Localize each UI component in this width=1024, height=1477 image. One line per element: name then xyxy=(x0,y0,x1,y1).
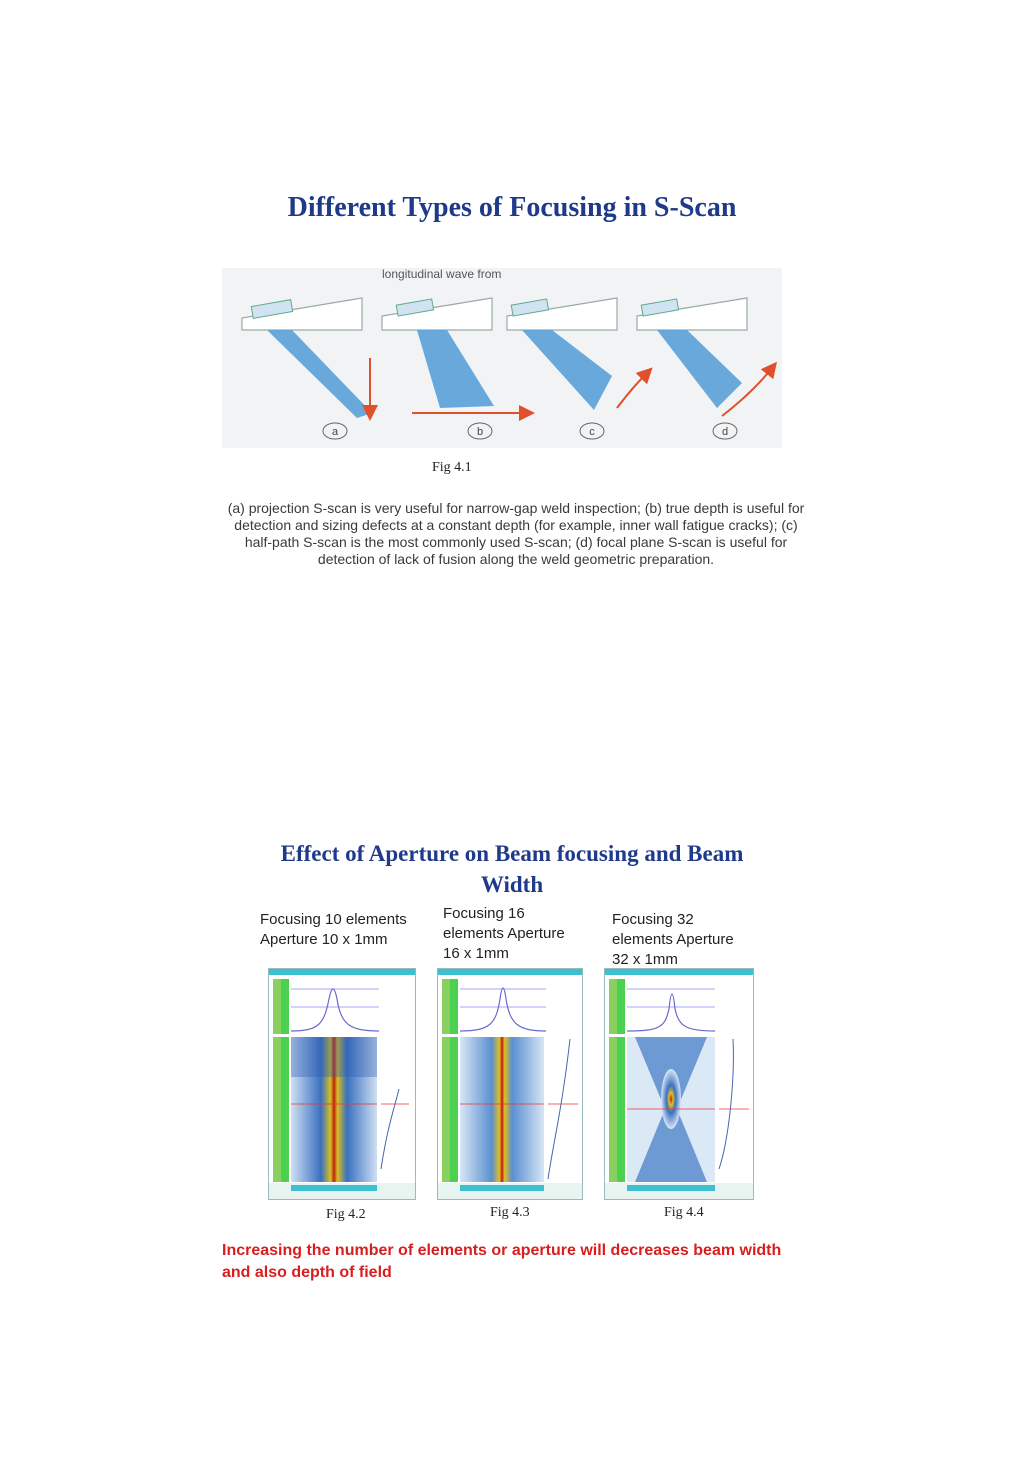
panel-label-d xyxy=(713,423,737,439)
fig-4-1-caption: Fig 4.1 xyxy=(432,460,472,475)
panel-label-fig-4-2: Focusing 10 elements Aperture 10 x 1mm xyxy=(260,911,407,948)
section2-title xyxy=(0,838,1024,900)
panel-label-fig-4-4: Focusing 32 elements Aperture 32 x 1mm xyxy=(612,911,734,968)
probe-wedge-b xyxy=(382,298,527,413)
section2-title-line1: Effect of Aperture on Beam focusing and Beam xyxy=(280,841,744,866)
fig-4-1-diagram xyxy=(222,268,782,448)
panel-label-c xyxy=(580,423,604,439)
scan-image-fig-4-4 xyxy=(604,968,754,1200)
header-fragment: longitudinal wave from xyxy=(382,268,502,281)
probe-wedge-a xyxy=(242,298,372,418)
scan-image-fig-4-2 xyxy=(268,968,416,1200)
panel-label-a xyxy=(323,423,347,439)
fig-4-3-caption: Fig 4.3 xyxy=(490,1205,530,1220)
fig-4-1-description: (a) projection S-scan is very useful for narrow-gap weld inspection; (b) true depth is useful for detection and sizing defects at a constant depth (for example, inner wall fatigue cracks); (c) half-path S-scan is the most commonly used S-scan; (d) focal plane S-scan is useful for detection of lack of fusion along the weld geometric preparation. xyxy=(227,500,805,567)
aperture-note: Increasing the number of elements or aperture will decreases beam width and also depth of field xyxy=(222,1242,782,1281)
panel-label-b xyxy=(468,423,492,439)
section2-title-line2: Width xyxy=(480,872,544,897)
scan-image-fig-4-3 xyxy=(437,968,583,1200)
panel-label-fig-4-3: Focusing 16 elements Aperture 16 x 1mm xyxy=(443,905,565,962)
fig-4-2-caption: Fig 4.2 xyxy=(326,1207,366,1222)
svg-text:d: d xyxy=(721,426,729,438)
s-scan-diagram-svg xyxy=(222,268,782,448)
fig-4-4-caption: Fig 4.4 xyxy=(664,1205,704,1220)
svg-text:c: c xyxy=(589,426,595,438)
svg-text:a: a xyxy=(331,426,339,438)
section1-title: Different Types of Focusing in S-Scan xyxy=(287,192,737,223)
probe-wedge-d xyxy=(637,298,772,416)
svg-text:b: b xyxy=(476,426,484,438)
probe-wedge-c xyxy=(507,298,647,410)
